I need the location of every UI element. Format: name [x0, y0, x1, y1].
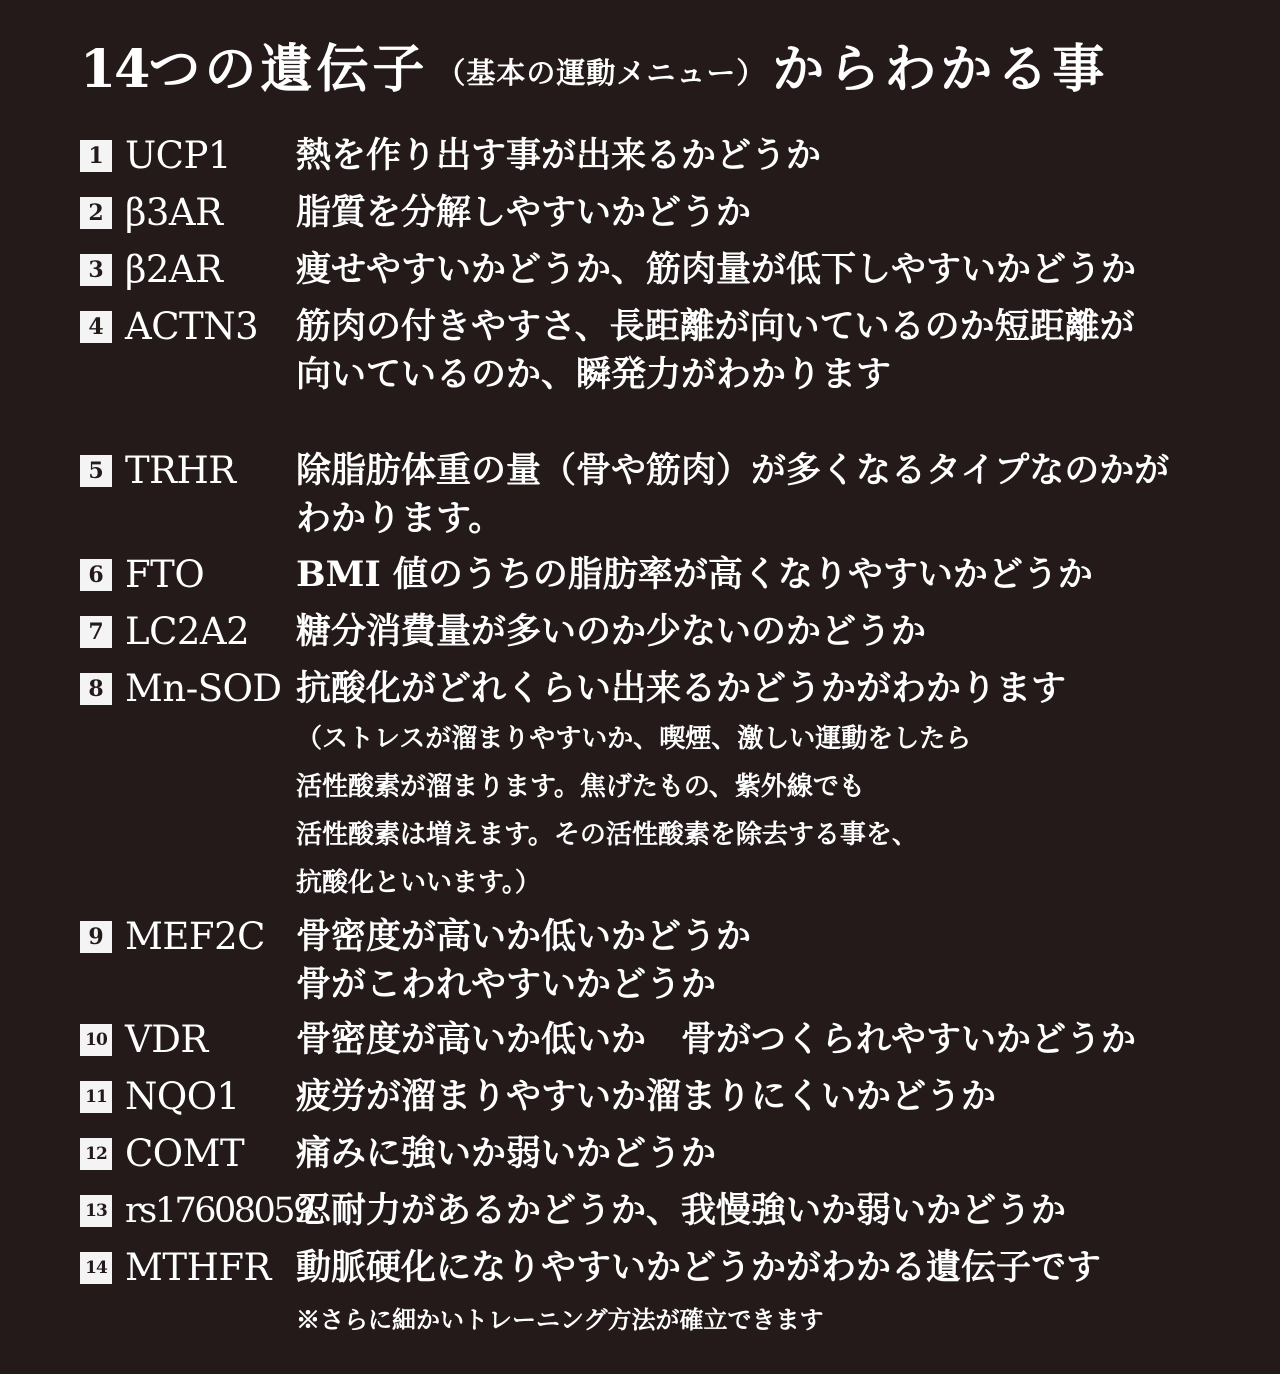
description-line: 筋肉の付きやすさ、長距離が向いているのか短距離が — [296, 306, 1135, 347]
gene-name: MEF2C — [125, 915, 265, 958]
gene-name: FTO — [125, 553, 205, 596]
number-badge: 7 — [80, 616, 112, 648]
title-number: 14 — [80, 39, 149, 100]
number-badge: 3 — [80, 254, 112, 286]
description-line: 忍耐力があるかどうか、我慢強いか弱いかどうか — [296, 1190, 1067, 1231]
title-main: つの遺伝子 — [148, 39, 429, 100]
gene-name: Mn-SOD — [125, 667, 282, 710]
gene-description — [296, 1016, 1256, 1064]
description-line: 動脈硬化になりやすいかどうかがわかる遺伝子です — [296, 1247, 1102, 1288]
gene-description — [296, 1244, 1256, 1292]
title-tail: からわかる事 — [772, 39, 1109, 100]
note-line: （ストレスが溜まりやすいか、喫煙、激しい運動をしたら — [296, 724, 972, 754]
description-line: 骨密度が高いか低いか 骨がつくられやすいかどうか — [296, 1019, 1137, 1060]
footnote: ※さらに細かいトレーニング方法が確立できます — [296, 1305, 824, 1334]
number-badge: 2 — [80, 197, 112, 229]
number-badge: 5 — [80, 455, 112, 487]
description-line: 痛みに強いか弱いかどうか — [296, 1133, 717, 1174]
gene-name: VDR — [125, 1018, 208, 1061]
description-line: 抗酸化がどれくらい出来るかどうかがわかります — [296, 668, 1067, 709]
description-line: 骨密度が高いか低いかどうか — [296, 916, 752, 957]
gene-description — [296, 665, 1256, 713]
gene-description — [296, 447, 1256, 543]
description-line: 疲労が溜まりやすいか溜まりにくいかどうか — [296, 1076, 997, 1117]
gene-description — [296, 1187, 1256, 1235]
gene-name: rs17608059 — [125, 1191, 313, 1231]
description-line: BMI 値のうちの脂肪率が高くなりやすいかどうか — [296, 554, 1093, 595]
description-line: 向いているのか、瞬発力がわかります — [296, 354, 892, 395]
gene-name: β2AR — [125, 248, 223, 291]
number-badge: 4 — [80, 311, 112, 343]
description-line: 糖分消費量が多いのか少ないのかどうか — [296, 611, 927, 652]
description-line: 痩せやすいかどうか、筋肉量が低下しやすいかどうか — [296, 249, 1137, 290]
gene-note — [296, 715, 1256, 907]
gene-name: ACTN3 — [125, 305, 259, 348]
gene-description — [296, 608, 1256, 656]
title-subtitle: （基本の運動メニュー） — [436, 56, 767, 90]
gene-description — [296, 913, 1256, 1009]
description-line: 骨がこわれやすいかどうか — [296, 964, 717, 1005]
gene-description — [296, 246, 1256, 294]
gene-name: COMT — [125, 1132, 245, 1175]
gene-description — [296, 132, 1256, 180]
note-line: 活性酸素は増えます。その活性酸素を除去する事を、 — [296, 820, 918, 850]
gene-name: UCP1 — [125, 134, 231, 177]
description-line: 除脂肪体重の量（骨や筋肉）が多くなるタイプなのかが — [296, 450, 1170, 491]
description-line: わかります。 — [296, 498, 504, 539]
gene-description — [296, 189, 1256, 237]
number-badge: 9 — [80, 921, 112, 953]
number-badge: 13 — [80, 1195, 112, 1227]
gene-description — [296, 551, 1256, 599]
number-badge: 6 — [80, 559, 112, 591]
gene-description — [296, 303, 1256, 399]
number-badge: 12 — [80, 1138, 112, 1170]
number-badge: 14 — [80, 1252, 112, 1284]
gene-name: β3AR — [125, 191, 223, 234]
gene-name: NQO1 — [125, 1075, 240, 1118]
gene-description — [296, 1073, 1256, 1121]
note-line: 活性酸素が溜まります。焦げたもの、紫外線でも — [296, 772, 865, 802]
description-line: 熱を作り出す事が出来るかどうか — [296, 135, 822, 176]
number-badge: 1 — [80, 140, 112, 172]
gene-name: LC2A2 — [125, 610, 250, 653]
gene-description — [296, 1130, 1256, 1178]
note-line: 抗酸化といいます。） — [296, 868, 541, 898]
description-line: 脂質を分解しやすいかどうか — [296, 192, 752, 233]
gene-name: MTHFR — [125, 1246, 271, 1289]
number-badge: 11 — [80, 1081, 112, 1113]
gene-name: TRHR — [125, 449, 236, 492]
number-badge: 8 — [80, 673, 112, 705]
number-badge: 10 — [80, 1024, 112, 1056]
